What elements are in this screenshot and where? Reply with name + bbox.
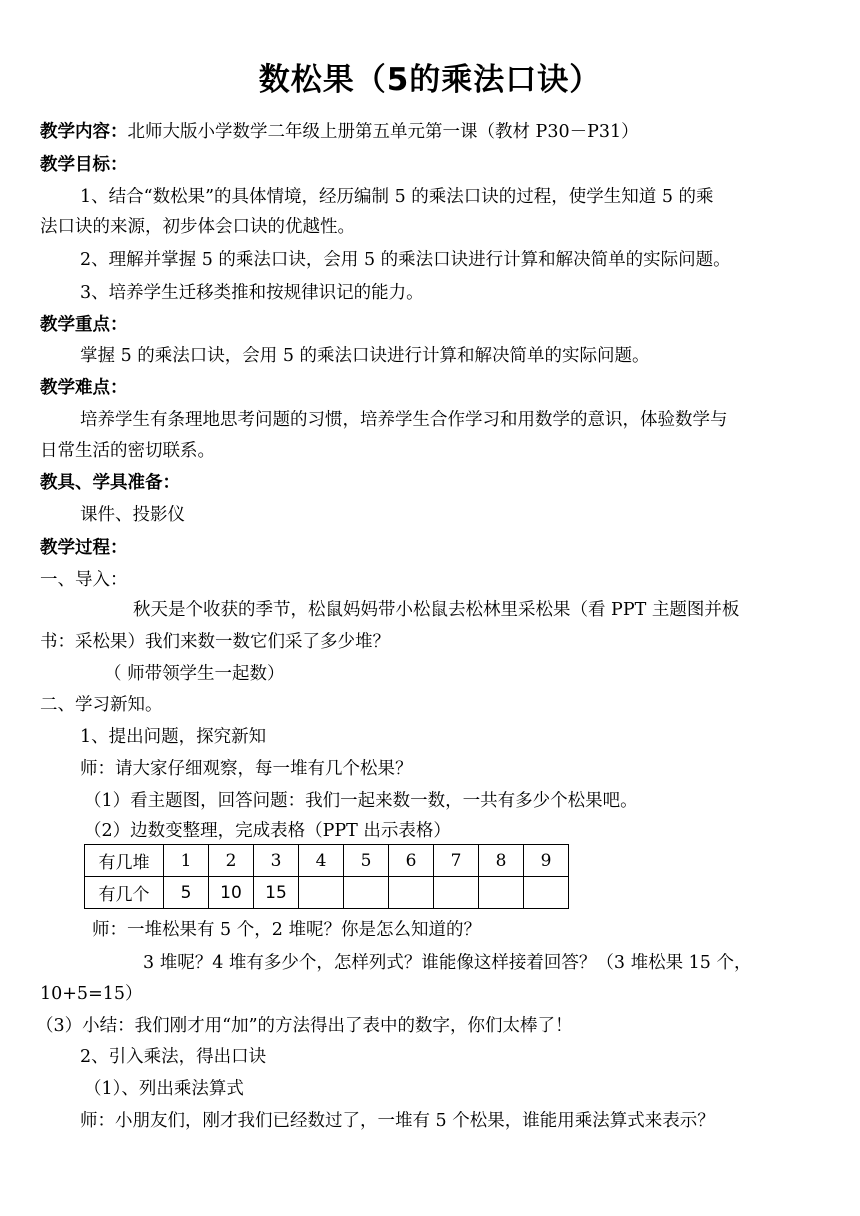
section2-heading: 二、学习新知。 — [40, 695, 163, 715]
section2-sub2-step1: （1）、列出乘法算式 — [84, 1079, 244, 1099]
table-cell — [479, 877, 524, 909]
table-row-label: 有几个 — [85, 877, 164, 909]
table-cell — [434, 877, 479, 909]
table-cell: 15 — [254, 877, 299, 909]
table-cell: 8 — [479, 845, 524, 877]
table-cell: 6 — [389, 845, 434, 877]
table-cell — [344, 877, 389, 909]
tools-text: 课件、投影仪 — [80, 505, 185, 525]
section1-line1: 秋天是个收获的季节，松鼠妈妈带小松鼠去松林里采松果（看 PPT 主题图并板 — [133, 600, 740, 620]
table-cell: 7 — [434, 845, 479, 877]
goal3: 3、培养学生迁移类推和按规律识记的能力。 — [80, 283, 424, 303]
content-line — [40, 121, 639, 143]
table-cell: 9 — [524, 845, 569, 877]
process-label: 教学过程： — [40, 538, 128, 558]
table-cell: 3 — [254, 845, 299, 877]
table-row-label: 有几堆 — [85, 845, 164, 877]
table-cell — [299, 877, 344, 909]
difficulty-line1: 培养学生有条理地思考问题的习惯，培养学生合作学习和用数学的意识，体验数学与 — [80, 410, 728, 430]
section2-step2: （2）边数变整理，完成表格（PPT 出示表格） — [84, 821, 451, 841]
page-title: 数松果（5的乘法口诀） — [258, 62, 602, 98]
section2-teacher2: 师：小朋友们，刚才我们已经数过了，一堆有 5 个松果，谁能用乘法算式来表示？ — [80, 1111, 715, 1131]
key-text: 掌握 5 的乘法口诀，会用 5 的乘法口诀进行计算和解决简单的实际问题。 — [80, 346, 650, 366]
goals-label: 教学目标： — [40, 155, 128, 175]
section2-teacher1: 师：请大家仔细观察，每一堆有几个松果？ — [80, 759, 413, 779]
after-table-line2: 3 堆呢？4 堆有多少个，怎样列式？谁能像这样接着回答？（3 堆松果 15 个， — [143, 953, 752, 973]
summary-line: （3）小结：我们刚才用“加”的方法得出了表中的数字，你们太棒了！ — [36, 1016, 573, 1036]
goal1-line2: 法口诀的来源，初步体会口诀的优越性。 — [40, 217, 355, 237]
goal2: 2、理解并掌握 5 的乘法口诀，会用 5 的乘法口诀进行计算和解决简单的实际问题。 — [80, 250, 731, 270]
difficulty-label: 教学难点： — [40, 378, 128, 398]
goal1-line1: 1、结合“数松果”的具体情境，经历编制 5 的乘法口诀的过程，使学生知道 5 的乘 — [80, 187, 714, 207]
table-cell — [389, 877, 434, 909]
table-cell: 4 — [299, 845, 344, 877]
table-row — [85, 845, 569, 877]
section1-note: （ 师带领学生一起数） — [104, 664, 285, 684]
section2-sub1: 1、提出问题，探究新知 — [80, 727, 267, 747]
table-cell: 5 — [164, 877, 209, 909]
after-table-line1: 师：一堆松果有 5 个，2 堆呢？你是怎么知道的？ — [92, 920, 481, 940]
content-label: 教学内容： — [40, 122, 128, 142]
table-cell — [524, 877, 569, 909]
table-row — [85, 877, 569, 909]
section2-step1: （1）看主题图，回答问题：我们一起来数一数，一共有多少个松果吧。 — [84, 791, 638, 811]
section1-line2: 书：采松果）我们来数一数它们采了多少堆？ — [40, 632, 390, 652]
table-cell: 10 — [209, 877, 254, 909]
tools-label: 教具、学具准备： — [40, 473, 180, 493]
content-text: 北师大版小学数学二年级上册第五单元第一课（教材 P30－P31） — [127, 122, 639, 142]
after-table-line3: 10+5=15） — [40, 984, 143, 1004]
table-cell: 2 — [209, 845, 254, 877]
key-label: 教学重点： — [40, 315, 128, 335]
table-cell: 1 — [164, 845, 209, 877]
table-cell: 5 — [344, 845, 389, 877]
section1-heading: 一、导入： — [40, 570, 128, 590]
difficulty-line2: 日常生活的密切联系。 — [40, 441, 215, 461]
count-table — [84, 844, 569, 909]
section2-sub2: 2、引入乘法，得出口诀 — [80, 1047, 267, 1067]
